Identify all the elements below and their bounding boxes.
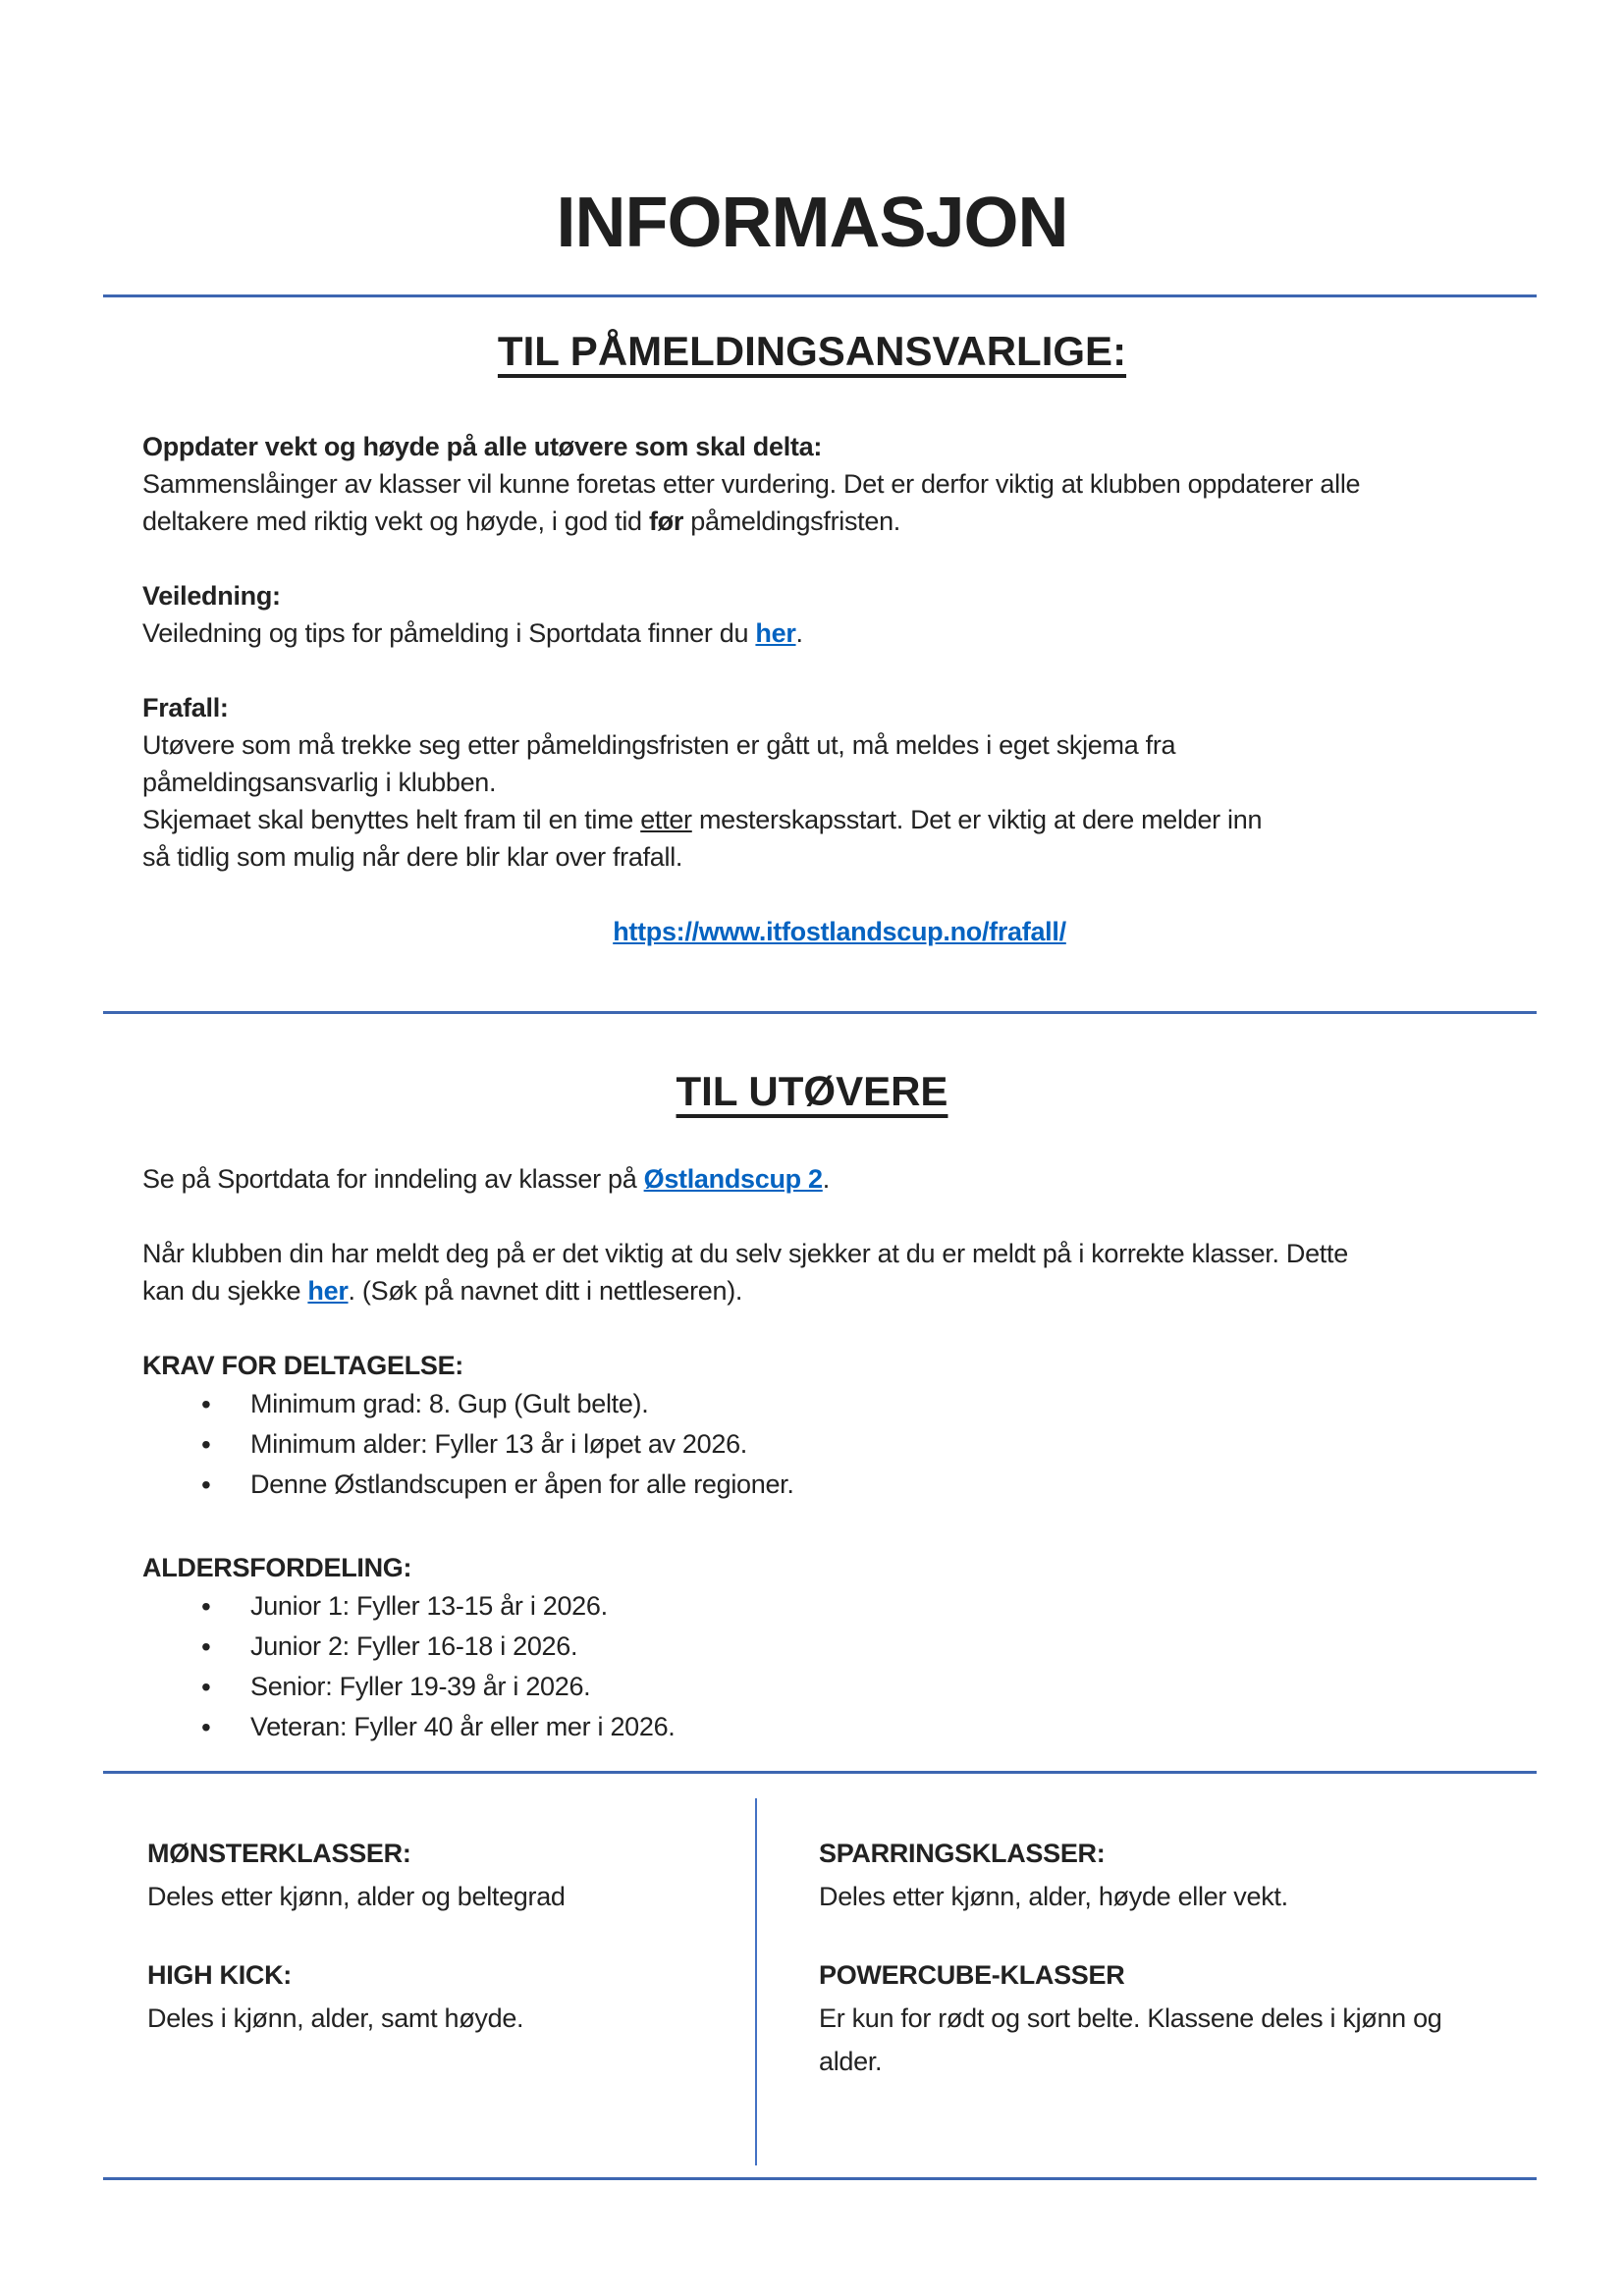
classes-left-column <box>147 1832 736 2040</box>
powercube-classes-title: POWERCUBE-KLASSER <box>819 1960 1125 1990</box>
high-kick-text: Deles i kjønn, alder, samt høyde. <box>147 2003 524 2033</box>
registrars-heading-text: TIL PÅMELDINGSANSVARLIGE: <box>497 328 1127 374</box>
update-weight-title: Oppdater vekt og høyde på alle utøvere som skal delta: <box>142 432 823 461</box>
sportdata-text-before: Se på Sportdata for inndeling av klasser på <box>142 1164 644 1194</box>
update-weight-line1: Sammenslåinger av klasser vil kunne foretas etter vurdering. Det er derfor viktig at klubben oppdaterer alle <box>142 469 1361 499</box>
list-item: • Veteran: Fyller 40 år eller mer i 2026. <box>142 1707 1537 1747</box>
spacer <box>142 1198 1537 1235</box>
withdrawal-title: Frafall: <box>142 693 229 722</box>
column-divider <box>755 1798 757 2165</box>
registrars-section <box>142 428 1537 950</box>
sparring-classes-text: Deles etter kjønn, alder, høyde eller vekt. <box>819 1882 1288 1911</box>
withdrawal-line3-after: mesterskapsstart. Det er viktig at dere melder inn <box>691 805 1263 834</box>
pattern-classes-title: MØNSTERKLASSER: <box>147 1839 411 1868</box>
spacer <box>147 1918 736 1953</box>
spacer <box>142 540 1537 577</box>
check-classes-line1: Når klubben din har meldt deg på er det viktig at du selv sjekker at du er meldt på i korrekte klasser. Dette <box>142 1239 1348 1268</box>
frafall-url-link[interactable]: https://www.itfostlandscup.no/frafall/ <box>613 917 1066 946</box>
section-divider-top <box>103 294 1537 297</box>
ostlandscup2-link[interactable]: Østlandscup 2 <box>643 1164 823 1194</box>
sportdata-line <box>142 1160 1537 1198</box>
update-weight-line2-bold: før <box>648 507 684 536</box>
guide-text-after: . <box>795 618 803 648</box>
registrars-heading <box>0 328 1624 375</box>
spacer <box>142 876 1537 913</box>
guide-text-before: Veiledning og tips for påmelding i Sportdata finner du <box>142 618 756 648</box>
withdrawal-line1: Utøvere som må trekke seg etter påmeldingsfristen er gått ut, må meldes i eget skjema fra <box>142 730 1176 760</box>
list-item: • Denne Østlandscupen er åpen for alle regioner. <box>142 1465 1537 1505</box>
athletes-section <box>142 1160 1537 1747</box>
spacer <box>142 1505 1537 1549</box>
sportdata-text-after: . <box>822 1164 830 1194</box>
list-item: • Minimum grad: 8. Gup (Gult belte). <box>142 1384 1537 1424</box>
guide-her-link[interactable]: her <box>755 618 796 648</box>
update-weight-line2-after: påmeldingsfristen. <box>683 507 900 536</box>
requirements-list <box>142 1384 1537 1505</box>
athletes-heading <box>0 1068 1624 1115</box>
list-item: • Minimum alder: Fyller 13 år i løpet av 2026. <box>142 1424 1537 1465</box>
check-her-link[interactable]: her <box>307 1276 349 1306</box>
powercube-classes-text: Er kun for rødt og sort belte. Klassene deles i kjønn og alder. <box>819 2003 1442 2076</box>
list-item: • Senior: Fyller 19-39 år i 2026. <box>142 1667 1537 1707</box>
frafall-url-row <box>142 913 1537 950</box>
withdrawal-line2: påmeldingsansvarlig i klubben. <box>142 768 497 797</box>
list-item: • Junior 2: Fyller 16-18 i 2026. <box>142 1627 1537 1667</box>
update-weight-line2 <box>142 503 1537 540</box>
list-item: • Junior 1: Fyller 13-15 år i 2026. <box>142 1586 1537 1627</box>
document-title: INFORMASJON <box>556 184 1068 262</box>
update-weight-line2-before: deltakere med riktig vekt og høyde, i god tid <box>142 507 649 536</box>
high-kick-title: HIGH KICK: <box>147 1960 292 1990</box>
withdrawal-line3 <box>142 801 1537 838</box>
section-divider-classes <box>103 1771 1537 1774</box>
spacer <box>142 1309 1537 1347</box>
check-classes-line2 <box>142 1272 1537 1309</box>
sparring-classes-title: SPARRINGSKLASSER: <box>819 1839 1106 1868</box>
spacer <box>142 652 1537 689</box>
age-groups-list <box>142 1586 1537 1747</box>
withdrawal-line3-before: Skjemaet skal benyttes helt fram til en time <box>142 805 641 834</box>
section-divider-middle <box>103 1011 1537 1014</box>
classes-right-column <box>819 1832 1467 2083</box>
section-divider-bottom <box>103 2177 1537 2180</box>
guide-line <box>142 614 1537 652</box>
age-groups-title: ALDERSFORDELING: <box>142 1553 412 1582</box>
check-classes-line2-before: kan du sjekke <box>142 1276 308 1306</box>
withdrawal-line3-underlined: etter <box>640 805 692 834</box>
check-classes-line2-after: . (Søk på navnet ditt i nettleseren). <box>348 1276 743 1306</box>
spacer <box>819 1918 1467 1953</box>
withdrawal-line4: så tidlig som mulig når dere blir klar over frafall. <box>142 842 683 872</box>
guide-title: Veiledning: <box>142 581 281 611</box>
pattern-classes-text: Deles etter kjønn, alder og beltegrad <box>147 1882 566 1911</box>
requirements-title: KRAV FOR DELTAGELSE: <box>142 1351 463 1380</box>
athletes-heading-text: TIL UTØVERE <box>676 1068 948 1114</box>
